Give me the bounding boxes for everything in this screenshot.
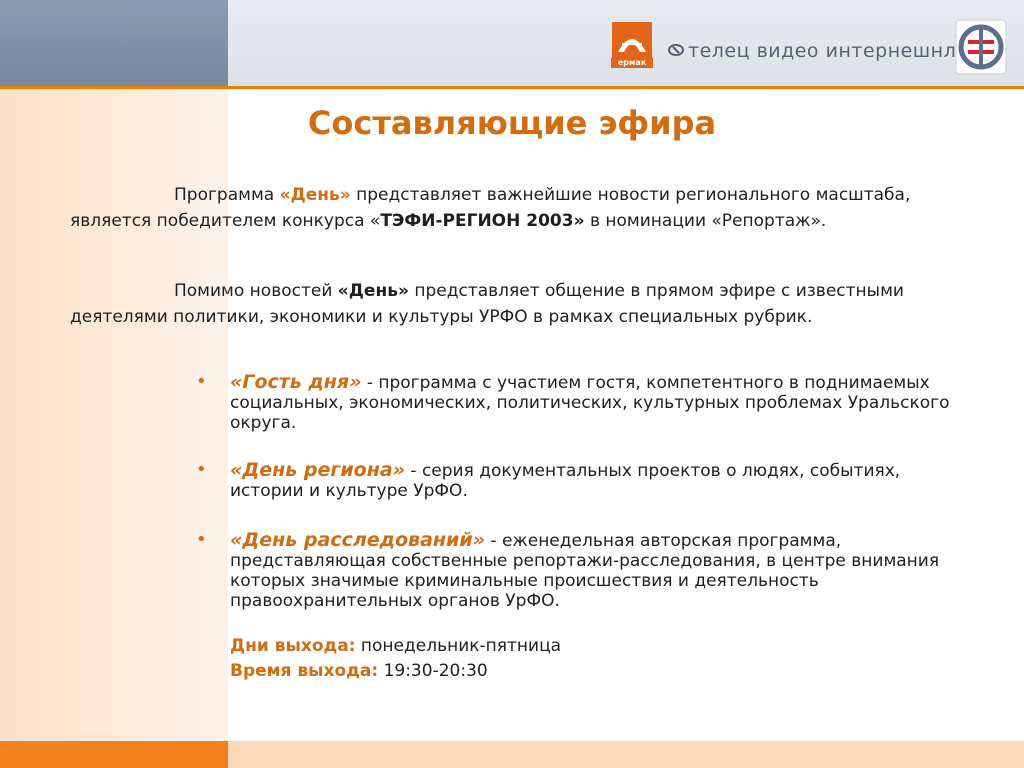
footer-right-bar [228,741,1024,768]
list-item [196,529,975,611]
footer-left-bar [0,741,228,768]
rubric-text: - программа с участием гостя, компетентного в поднимаемых социальных, экономических, политических, культурных проблемах Уральского округа. [230,373,950,433]
rubric-text: - еженедельная авторская программа, представляющая собственные репортажи-расследования, в центре внимания которых значимые криминальные происшествия и деятельность правоохранительных органов УрФО. [230,531,940,611]
p1-tail: в номинации «Репортаж». [584,211,827,231]
p2-tail: представляет общение в прямом эфире с известными деятелями политики, экономики и культуры УРФО в рамках специальных рубрик. [70,281,904,327]
brand-name [668,40,956,62]
ermak-logo-label: ермак [611,58,653,68]
page-title: Составляющие эфира [307,104,717,142]
p1-lead: Программа [174,185,280,205]
paragraph-live [70,278,950,330]
rubric-name: «День региона» [230,459,405,481]
p1-program-name: «День» [279,185,351,205]
list-item [196,371,975,433]
schedule-time [230,659,488,684]
list-item [196,459,975,501]
time-label: Время выхода: [230,661,379,681]
brand-name-text: телец видео интернешнл [688,40,957,62]
p2-program-name: «День» [337,281,409,301]
tvi-logo-icon [950,18,1012,78]
bullet-marker: • [196,529,207,550]
days-value: понедельник-пятница [355,636,562,656]
paragraph-program [70,182,950,234]
bullet-marker: • [196,371,207,392]
p1-mid: представляет важнейшие новости регионального масштаба, является победителем конкурса « [70,185,911,231]
rubric-name: «День расследований» [230,529,486,551]
rubric-name: «Гость дня» [230,371,362,393]
days-label: Дни выхода: [230,636,356,656]
p2-lead: Помимо новостей [174,281,338,301]
header-left-panel [0,0,228,86]
bullet-marker: • [196,459,207,480]
schedule-days [230,634,561,659]
rubric-text: - серия документальных проектов о людях, событиях, истории и культуре УрФО. [230,461,901,501]
time-value: 19:30-20:30 [378,661,488,681]
p1-contest: ТЭФИ-РЕГИОН 2003» [380,211,585,231]
brand-mark-icon [668,40,688,62]
